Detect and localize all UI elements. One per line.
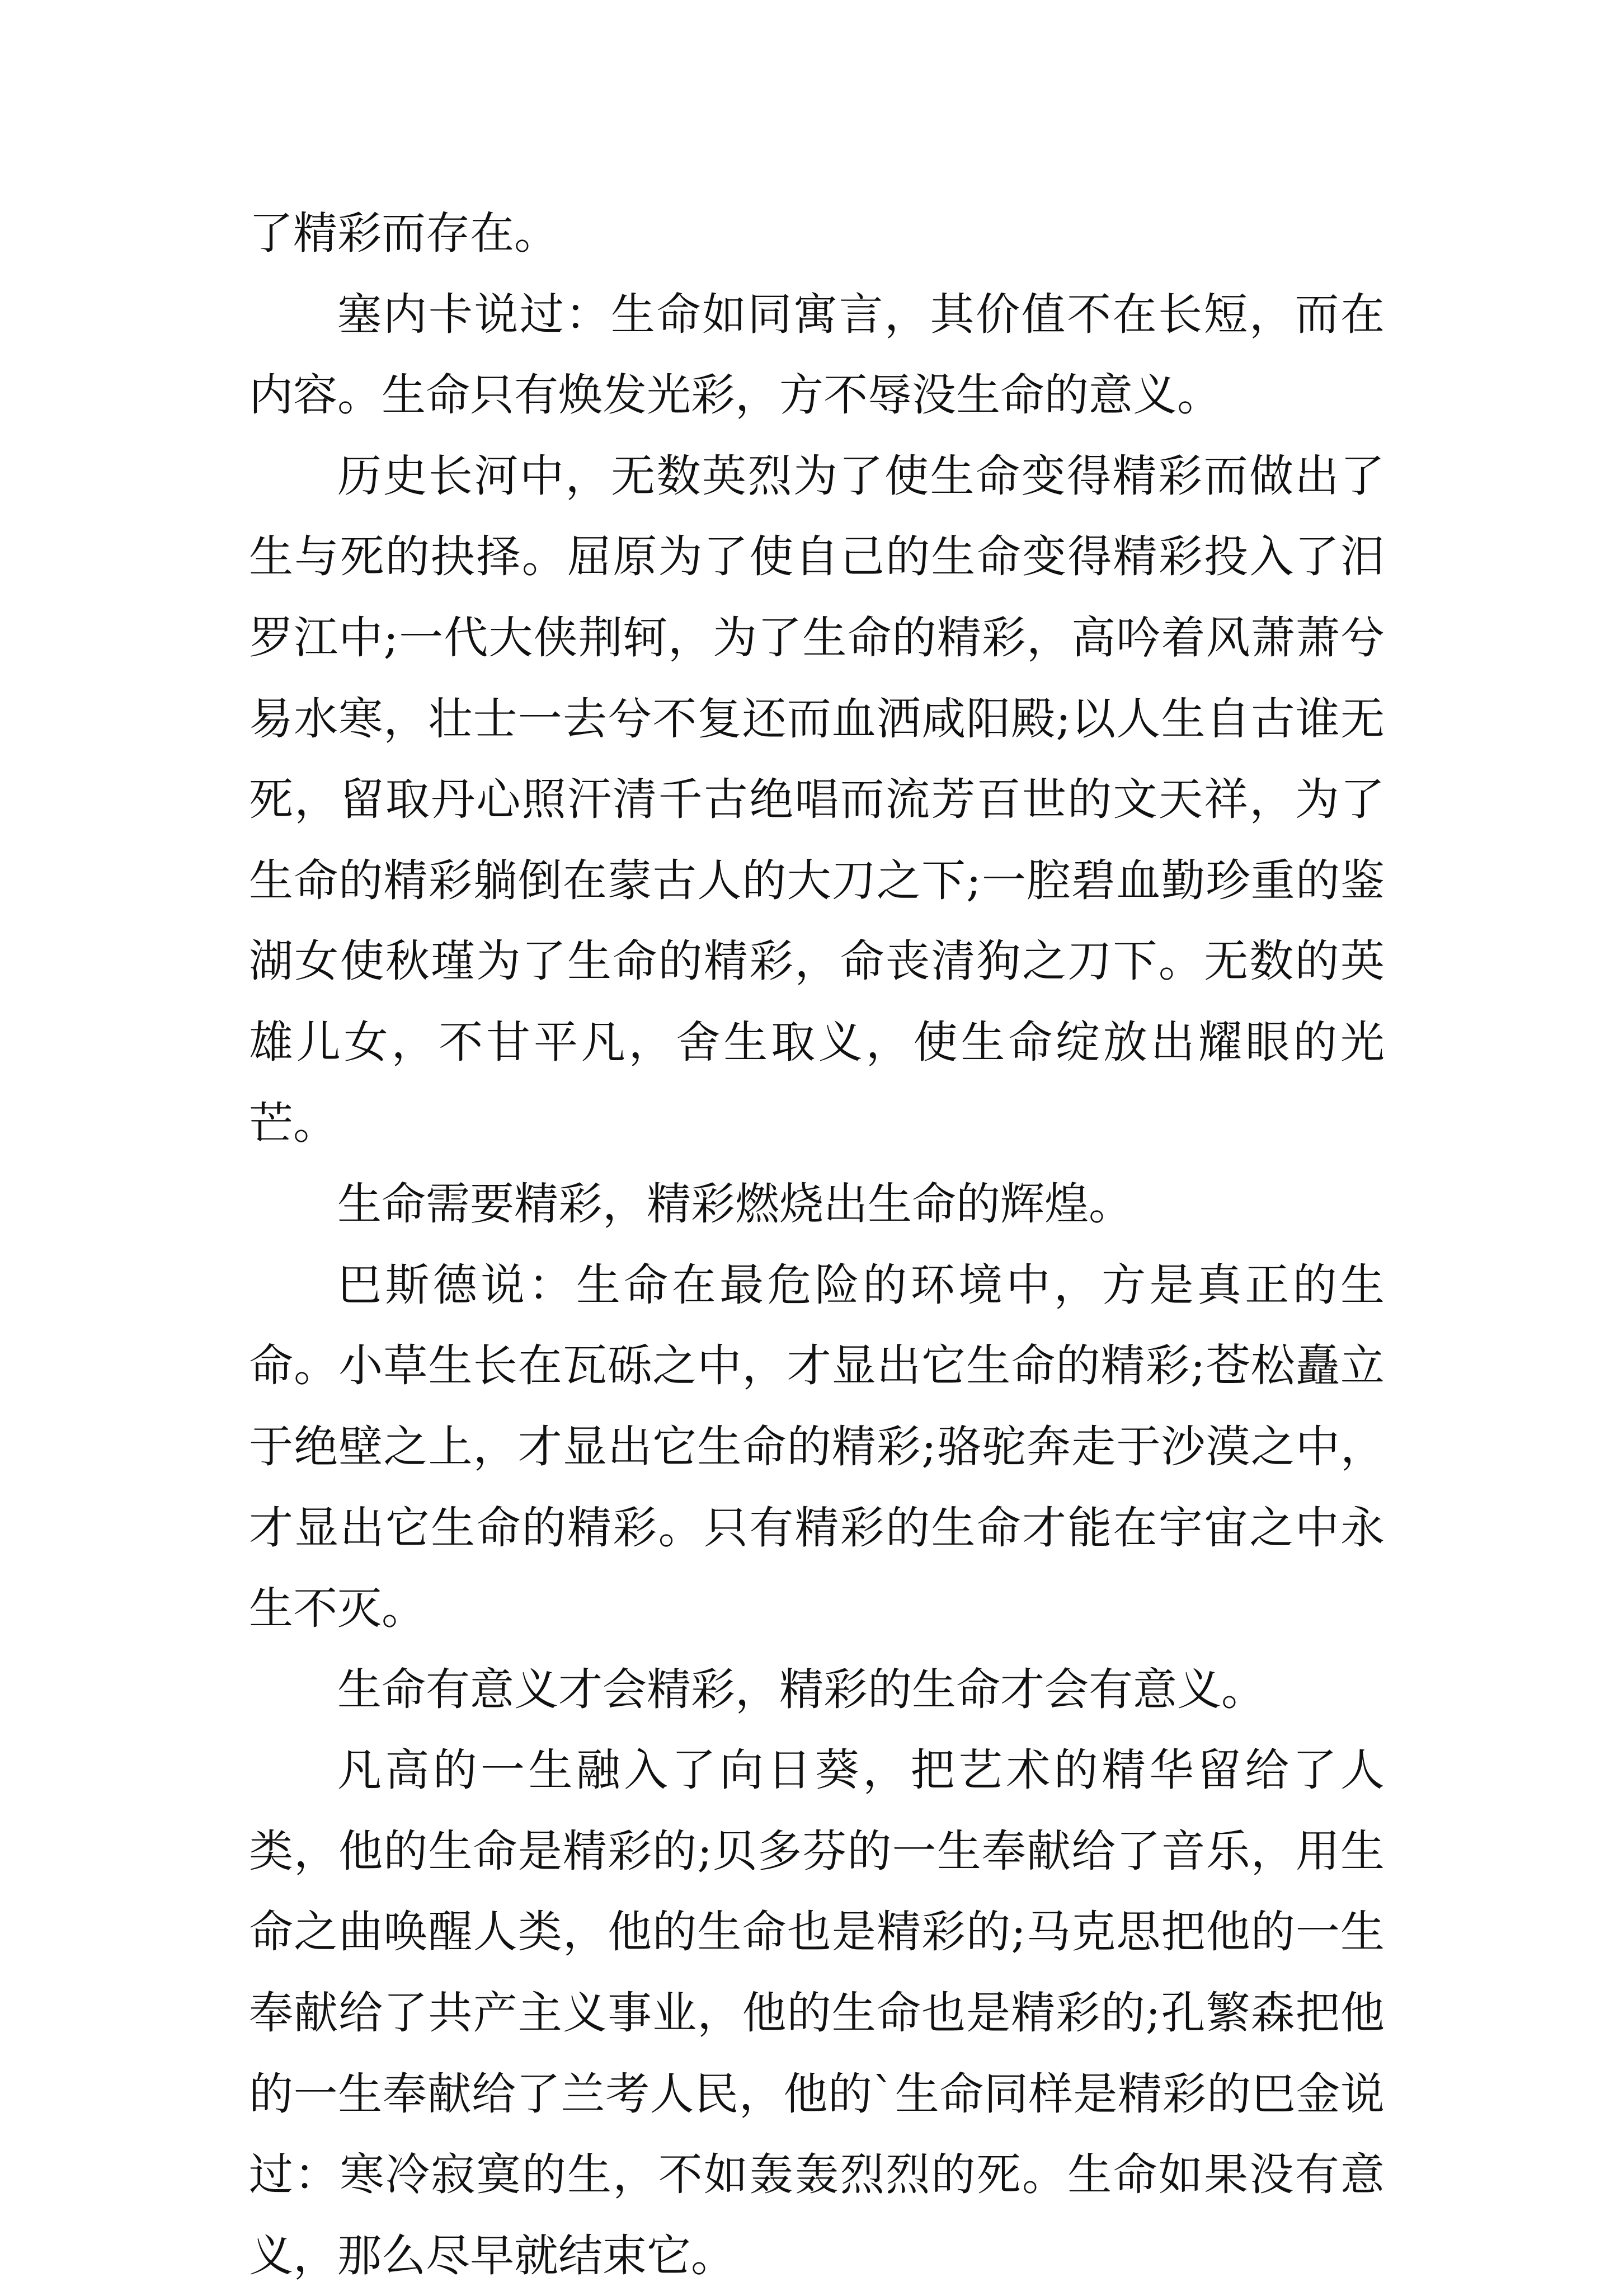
paragraph-meaningful-life: 生命有意义才会精彩，精彩的生命才会有意义。	[337, 1663, 1265, 1715]
paragraph-life-needs-brilliance: 生命需要精彩，精彩燃烧出生命的辉煌。	[337, 1178, 1133, 1230]
paragraph-famous-lives: 凡高的一生融入了向日葵，把艺术的精华留给了人类，他的生命是精彩的;贝多芬的一生奉献给了音乐，用生命之曲唤醒人类，他的生命也是精彩的;马克思把他的一生奉献给了共产主义事业，他的生命也是精彩的;孔繁森把他的一生奉献给了兰考人民，他的`生命同样是精彩的巴金说过：寒冷寂寞的生，不如轰轰烈烈的死。生命如果没有意义，那么尽早就结束它。	[249, 1744, 1385, 2281]
paragraph-continuation: 了精彩而存在。	[249, 208, 558, 259]
paragraph-pasteur-quote: 巴斯德说：生命在最危险的环境中，方是真正的生命。小草生长在瓦砾之中，才显出它生命的精彩;苍松矗立于绝壁之上，才显出它生命的精彩;骆驼奔走于沙漠之中，才显出它生命的精彩。只有精彩的生命才能在宇宙之中永生不灭。	[249, 1259, 1385, 1635]
paragraph-seneca-quote: 塞内卡说过：生命如同寓言，其价值不在长短，而在内容。生命只有焕发光彩，方不辱没生命的意义。	[249, 288, 1385, 421]
article-body	[249, 193, 1385, 2296]
paragraph-historical-heroes: 历史长河中，无数英烈为了使生命变得精彩而做出了生与死的抉择。屈原为了使自己的生命变得精彩投入了汨罗江中;一代大侠荆轲，为了生命的精彩，高吟着风萧萧兮易水寒，壮士一去兮不复还而血洒咸阳殿;以人生自古谁无死，留取丹心照汗清千古绝唱而流芳百世的文天祥，为了生命的精彩躺倒在蒙古人的大刀之下;一腔碧血勤珍重的鉴湖女使秋瑾为了生命的精彩，命丧清狗之刀下。无数的英雄儿女，不甘平凡，舍生取义，使生命绽放出耀眼的光芒。	[249, 450, 1385, 1149]
